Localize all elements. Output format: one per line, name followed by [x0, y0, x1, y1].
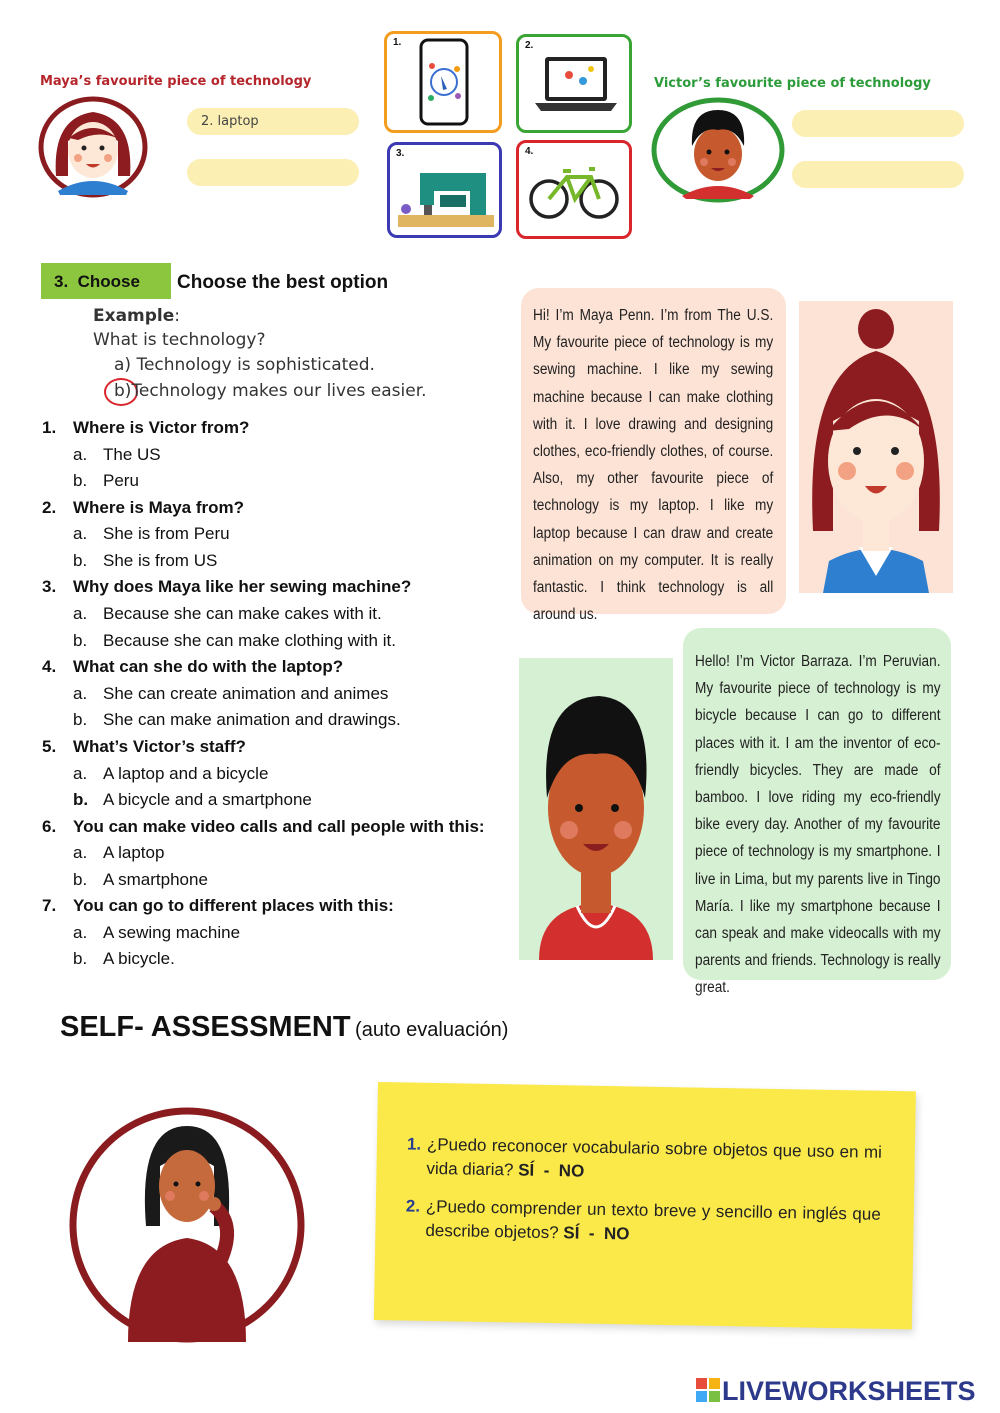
victor-answer-1[interactable] [792, 110, 964, 137]
example-option-b [114, 381, 427, 401]
self-assessment-title: SELF- ASSESSMENT [60, 1011, 351, 1043]
bicycle-icon [519, 143, 629, 236]
card-number: 1. [393, 37, 402, 48]
option-3a[interactable] [73, 604, 382, 624]
maya-answer-1[interactable]: 2. laptop [187, 108, 359, 135]
victor-portrait [519, 658, 673, 960]
question-number: 4. [42, 657, 57, 676]
option-letter: b. [73, 949, 88, 968]
self-assessment-avatar [68, 1106, 306, 1344]
question-number: 2. [42, 498, 57, 517]
option-text: A laptop [103, 843, 165, 862]
option-5a[interactable] [73, 764, 268, 784]
question-number: 7. [42, 896, 57, 915]
victor-avatar [650, 96, 786, 204]
option-text: She can make animation and drawings. [103, 710, 401, 729]
option-letter: b. [73, 870, 88, 889]
option-7b[interactable] [73, 949, 175, 969]
maya-portrait [799, 301, 953, 593]
option-text: Because she can make cakes with it. [103, 604, 382, 623]
section-badge [41, 263, 171, 299]
item-text: ¿Puedo comprender un texto breve y sencillo en inglés que describe objetos? [425, 1196, 881, 1243]
option-text: A laptop and a bicycle [103, 764, 269, 783]
option-text: A bicycle and a smartphone [103, 790, 312, 809]
question-3 [42, 577, 411, 597]
option-6a[interactable] [73, 843, 164, 863]
question-number: 3. [42, 577, 57, 596]
question-text: Why does Maya like her sewing machine? [73, 577, 412, 596]
option-letter: b. [73, 710, 88, 729]
section-instruction: Choose the best option [177, 272, 389, 293]
question-2 [42, 498, 244, 518]
card-smartphone [384, 31, 502, 133]
card-laptop [516, 34, 632, 133]
question-text: What can she do with the laptop? [73, 657, 344, 676]
self-assessment-heading [60, 1011, 508, 1044]
item-number: 2. [405, 1196, 421, 1216]
option-4b[interactable] [73, 710, 401, 730]
option-6b[interactable] [73, 870, 208, 890]
example-colon: : [174, 306, 181, 326]
card-number: 3. [396, 148, 405, 159]
option-7a[interactable] [73, 923, 240, 943]
example-label-line [93, 306, 180, 326]
question-number: 5. [42, 737, 57, 756]
card-number: 4. [525, 146, 534, 157]
option-letter: a. [73, 684, 88, 703]
option-letter: a. [73, 524, 88, 543]
option-letter: a. [73, 764, 88, 783]
maya-story-box [521, 288, 786, 624]
option-5b[interactable] [73, 790, 312, 810]
option-letter: a. [73, 923, 88, 942]
self-assessment-subtitle: (auto evaluación) [355, 1019, 509, 1041]
maya-title: Maya’s favourite piece of technology [40, 74, 312, 89]
item-answer[interactable]: SÍ - NO [518, 1160, 585, 1181]
option-text: A smartphone [103, 870, 208, 889]
item-answer[interactable]: SÍ - NO [563, 1223, 630, 1244]
item-content [406, 1133, 882, 1189]
victor-title: Victor’s favourite piece of technology [654, 76, 931, 91]
victor-story-text: Hello! I’m Victor Barraza. I’m Peruvian. My favourite piece of technology is my bicycle because I can go to different places with it. I am the inventor of eco-friendly bicycles. They are made of bamboo. I love riding my eco-friendly bike every day. Another of my favourite piece of technology is my smartphone. I live in Lima, but my parents live in Tingo María. I like my smartphone because I can speak and make videocalls with my parents and friends. Technology is really great. [695, 653, 941, 997]
option-letter: b. [73, 551, 88, 570]
smartphone-icon [387, 34, 499, 130]
option-text: The US [103, 445, 161, 464]
item-number: 1. [406, 1134, 422, 1154]
option-letter: a. [73, 445, 88, 464]
item-content [405, 1195, 881, 1251]
question-7 [42, 896, 394, 916]
victor-story-box [683, 628, 951, 997]
question-text: Where is Victor from? [73, 418, 250, 437]
liveworksheets-logo-icon [696, 1378, 720, 1402]
self-assessment-item-2 [405, 1195, 881, 1251]
card-number: 2. [525, 40, 534, 51]
maya-avatar [38, 96, 148, 198]
question-text: You can make video calls and call people with this: [73, 817, 485, 836]
question-1 [42, 418, 249, 438]
self-assessment-item-1 [406, 1133, 882, 1189]
example-label: Example [93, 306, 175, 326]
laptop-icon [519, 37, 629, 130]
question-text: Where is Maya from? [73, 498, 244, 517]
question-4 [42, 657, 343, 677]
option-1a[interactable] [73, 445, 161, 465]
option-text: Peru [103, 471, 139, 490]
option-3b[interactable] [73, 631, 396, 651]
question-text: You can go to different places with this: [73, 896, 394, 915]
maya-story-text: Hi! I’m Maya Penn. I’m from The U.S. My favourite piece of technology is my sewing machine. I like my sewing machine because I can make clothing with it. I love drawing and designing clothes, eco-friendly clothes, of course. Also, my other favourite piece of technology is my laptop. I like my laptop because I can draw and create animation on my computer. It is really fantastic. I think technology is all around us. [533, 307, 774, 624]
section-badge-label: 3. Choose [54, 272, 140, 291]
victor-portrait-illustration [519, 658, 673, 960]
question-number: 6. [42, 817, 57, 836]
option-text: A bicycle. [103, 949, 175, 968]
option-text: A sewing machine [103, 923, 241, 942]
question-5 [42, 737, 246, 757]
question-text: What’s Victor’s staff? [73, 737, 246, 756]
self-assessment-note [374, 1082, 916, 1329]
option-text: She is from US [103, 551, 218, 570]
question-number: 1. [42, 418, 57, 437]
example-option-b-letter: b) [114, 381, 132, 401]
maya-portrait-illustration [799, 301, 953, 593]
liveworksheets-brand: LIVEWORKSHEETS [722, 1376, 976, 1406]
option-text: Because she can make clothing with it. [103, 631, 396, 650]
option-letter: b. [73, 631, 88, 650]
victor-answer-2[interactable] [792, 161, 964, 188]
example-option-b-text: Technology makes our lives easier. [131, 381, 427, 401]
item-text: ¿Puedo reconocer vocabulario sobre objetos que uso en mi vida diaria? [426, 1134, 883, 1180]
card-sewing-machine [387, 142, 502, 238]
option-text: She is from Peru [103, 524, 230, 543]
option-text: She can create animation and animes [103, 684, 389, 703]
option-letter: b. [73, 790, 89, 809]
maya-answer-2[interactable] [187, 159, 359, 186]
option-letter: b. [73, 471, 88, 490]
option-letter: a. [73, 604, 88, 623]
example-question: What is technology? [93, 330, 266, 350]
option-1b[interactable] [73, 471, 139, 491]
example-option-a: a) Technology is sophisticated. [114, 355, 375, 375]
option-2a[interactable] [73, 524, 230, 544]
sewing-machine-icon [390, 145, 499, 235]
option-4a[interactable] [73, 684, 388, 704]
question-6 [42, 817, 485, 837]
option-letter: a. [73, 843, 88, 862]
card-bicycle [516, 140, 632, 239]
option-2b[interactable] [73, 551, 217, 571]
